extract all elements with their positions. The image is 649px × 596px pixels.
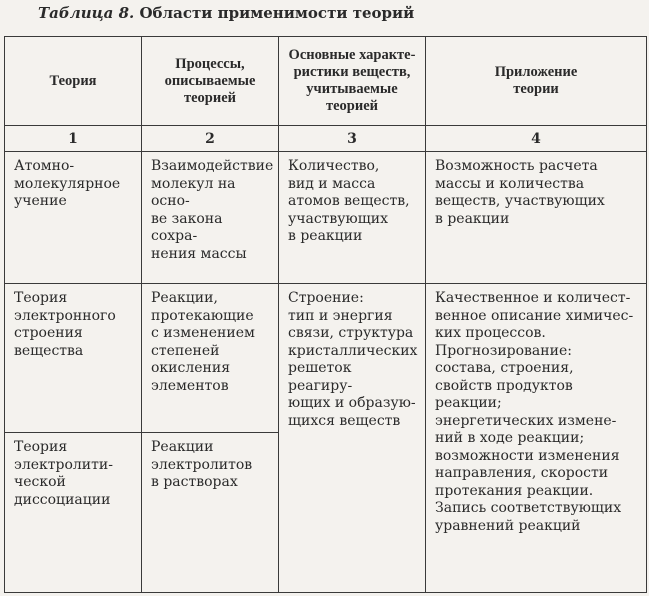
cell-electronic-processes: Реакции, протекающие с изменением степеней окисления элементов [142,284,279,433]
cell-electrolytic-theory: Теория электролити- ческой диссоциации [5,433,142,593]
cell-shared-application: Качественное и количест- венное описание химичес- ких процессов. Прогнозирование: состава, строения, свойств продуктов реакции; энергетических измене- ний в ходе реакции; возможности изменения направления, скорости протекания реакции. Запись соответствующих уравнений реакций [426,284,647,593]
header-theory: Теория [5,37,142,126]
table-row-atomic [5,152,647,284]
cell-electronic-theory: Теория электронного строения вещества [5,284,142,433]
table-row-electronic [5,284,647,433]
header-processes: Процессы, описываемые теорией [142,37,279,126]
header-row [5,37,647,126]
cell-atomic-application: Возможность расчета массы и количества веществ, участвующих в реакции [426,152,647,284]
column-number-3: 3 [279,126,426,152]
caption-label: Таблица 8. [38,4,135,22]
column-number-2: 2 [142,126,279,152]
cell-atomic-processes: Взаимодействие молекул на осно- ве закона сохра- нения массы [142,152,279,284]
column-number-1: 1 [5,126,142,152]
theories-table [4,36,647,593]
cell-atomic-characteristics: Количество, вид и масса атомов веществ, участвующих в реакции [279,152,426,284]
cell-shared-characteristics: Строение: тип и энергия связи, структура кристаллических решеток реагиру- ющих и образую- щихся веществ [279,284,426,593]
column-number-4: 4 [426,126,647,152]
table-caption [38,4,414,22]
cell-electrolytic-processes: Реакции электролитов в растворах [142,433,279,593]
caption-title: Области применимости теорий [139,4,415,22]
header-application: Приложение теории [426,37,647,126]
header-characteristics: Основные характе- ристики веществ, учитываемые теорией [279,37,426,126]
cell-atomic-theory: Атомно- молекулярное учение [5,152,142,284]
column-number-row [5,126,647,152]
